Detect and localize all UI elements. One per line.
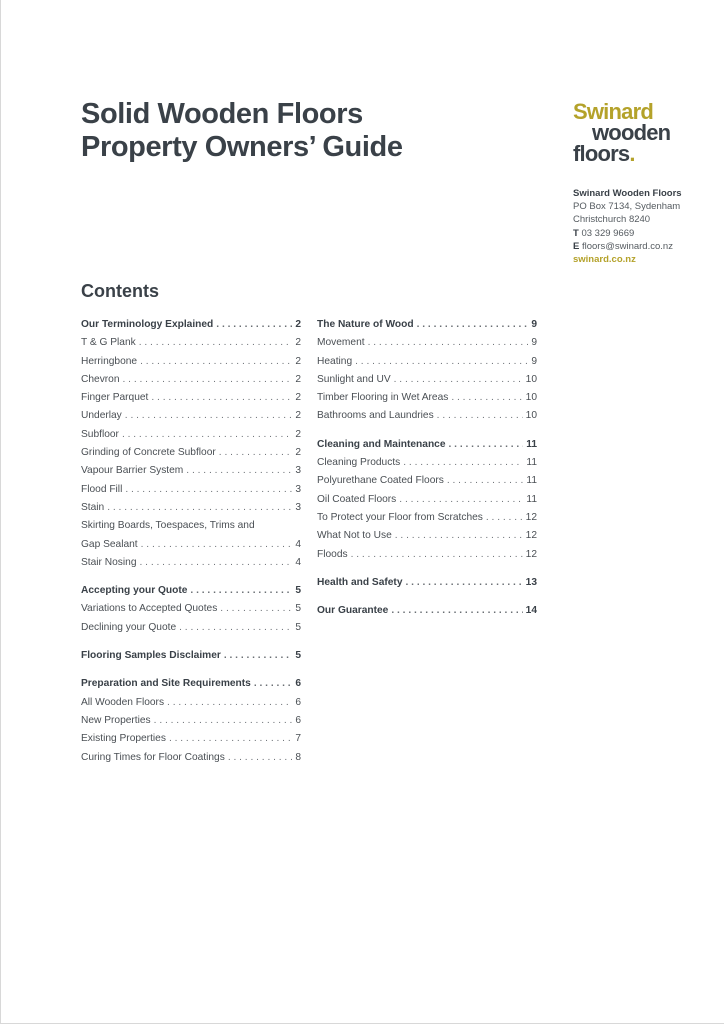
contents-right-column bbox=[317, 319, 537, 633]
toc-entry bbox=[317, 337, 537, 355]
toc-entry-page-number: 2 bbox=[295, 447, 301, 459]
toc-entry bbox=[317, 549, 537, 567]
toc-section-heading bbox=[317, 319, 537, 337]
toc-entry-label: Our Terminology Explained bbox=[81, 319, 214, 330]
toc-section bbox=[317, 439, 537, 567]
toc-leader-dots bbox=[414, 319, 529, 330]
toc-leader-dots bbox=[396, 494, 523, 505]
toc-leader-dots bbox=[136, 337, 293, 348]
toc-leader-dots bbox=[483, 512, 523, 523]
toc-entry bbox=[81, 603, 301, 621]
toc-entry-page-number: 6 bbox=[295, 678, 301, 690]
toc-entry-page-number: 5 bbox=[295, 621, 301, 633]
toc-entry-page-number: 6 bbox=[295, 714, 301, 726]
toc-entry-label: All Wooden Floors bbox=[81, 696, 165, 708]
toc-entry-label: Chevron bbox=[81, 373, 120, 385]
toc-section bbox=[317, 577, 537, 595]
toc-section-heading bbox=[81, 650, 301, 668]
toc-entry bbox=[81, 752, 301, 770]
toc-leader-dots bbox=[403, 577, 523, 588]
address-phone bbox=[573, 227, 682, 240]
toc-entry-label: Stain bbox=[81, 501, 105, 513]
logo-line-3-text: floors bbox=[573, 141, 630, 166]
toc-entry-label: Preparation and Site Requirements bbox=[81, 678, 251, 690]
address-line-2: Christchurch 8240 bbox=[573, 214, 651, 226]
logo-dot: . bbox=[629, 141, 635, 166]
toc-entry-label: Gap Sealant bbox=[81, 538, 138, 550]
toc-leader-dots bbox=[392, 530, 523, 541]
toc-entry-page-number: 11 bbox=[526, 475, 537, 487]
logo-line-2: wooden bbox=[592, 120, 671, 145]
toc-leader-dots bbox=[120, 374, 293, 385]
toc-entry-page-number: 4 bbox=[295, 556, 301, 568]
toc-section bbox=[317, 605, 537, 623]
toc-entry-page-number: 11 bbox=[526, 493, 537, 505]
toc-entry-label: Skirting Boards, Toespaces, Trims and bbox=[81, 520, 255, 532]
toc-entry-label: What Not to Use bbox=[317, 530, 392, 542]
logo-line-3 bbox=[573, 143, 670, 164]
toc-entry-label: Curing Times for Floor Coatings bbox=[81, 751, 225, 763]
toc-entry-page-number: 2 bbox=[295, 392, 301, 404]
toc-entry-label: Grinding of Concrete Subfloor bbox=[81, 447, 216, 459]
toc-section-heading bbox=[81, 585, 301, 603]
toc-entry bbox=[81, 557, 301, 575]
toc-entry-label: Subfloor bbox=[81, 428, 119, 440]
toc-entry-label: Vapour Barrier System bbox=[81, 465, 184, 477]
toc-entry-page-number: 10 bbox=[525, 392, 537, 404]
toc-entry bbox=[317, 410, 537, 428]
toc-leader-dots bbox=[225, 752, 293, 763]
toc-entry-page-number: 6 bbox=[295, 696, 301, 708]
toc-entry bbox=[81, 733, 301, 751]
toc-entry bbox=[81, 392, 301, 410]
toc-section-heading bbox=[81, 319, 301, 337]
toc-entry-label: Cleaning and Maintenance bbox=[317, 438, 446, 450]
toc-entry bbox=[81, 539, 301, 557]
toc-entry bbox=[317, 374, 537, 392]
toc-leader-dots bbox=[151, 715, 293, 726]
toc-entry-label: Oil Coated Floors bbox=[317, 493, 397, 505]
toc-leader-dots bbox=[166, 733, 292, 744]
toc-leader-dots bbox=[104, 502, 292, 513]
toc-entry-page-number: 10 bbox=[525, 410, 537, 422]
toc-entry-label: Floods bbox=[317, 548, 348, 560]
toc-section-heading bbox=[317, 605, 537, 623]
company-address bbox=[573, 187, 682, 266]
toc-section-heading bbox=[317, 577, 537, 595]
toc-leader-dots bbox=[216, 447, 293, 458]
toc-leader-dots bbox=[448, 392, 522, 403]
toc-entry-label: To Protect your Floor from Scratches bbox=[317, 511, 483, 523]
toc-entry-page-number: 3 bbox=[295, 483, 301, 495]
page-title bbox=[81, 98, 403, 164]
toc-entry-label: Bathrooms and Laundries bbox=[317, 410, 434, 422]
toc-entry bbox=[81, 715, 301, 733]
toc-leader-dots bbox=[348, 549, 523, 560]
address-line-1: PO Box 7134, Sydenham bbox=[573, 201, 681, 213]
toc-entry bbox=[81, 374, 301, 392]
address-company: Swinard Wooden Floors bbox=[573, 188, 682, 199]
toc-entry bbox=[317, 494, 537, 512]
toc-entry-page-number: 2 bbox=[295, 319, 301, 330]
logo-line-1: Swinard bbox=[573, 99, 653, 124]
toc-leader-dots bbox=[221, 650, 292, 661]
toc-entry bbox=[317, 530, 537, 548]
toc-entry-page-number: 7 bbox=[295, 733, 301, 745]
toc-entry-page-number: 8 bbox=[295, 751, 301, 763]
email-label: E bbox=[573, 240, 580, 252]
toc-leader-dots bbox=[434, 410, 523, 421]
toc-leader-dots bbox=[148, 392, 292, 403]
toc-entry-page-number: 12 bbox=[525, 511, 537, 523]
toc-leader-dots bbox=[137, 356, 292, 367]
toc-entry-page-number: 4 bbox=[295, 538, 301, 550]
toc-leader-dots bbox=[119, 429, 292, 440]
toc-entry-label: T & G Plank bbox=[81, 337, 136, 349]
toc-entry-page-number: 2 bbox=[295, 355, 301, 367]
toc-entry-page-number: 12 bbox=[525, 548, 537, 560]
toc-entry-label: Flooring Samples Disclaimer bbox=[81, 650, 221, 662]
toc-entry-label: Accepting your Quote bbox=[81, 585, 188, 597]
toc-entry bbox=[317, 475, 537, 493]
toc-section-heading bbox=[317, 439, 537, 457]
toc-entry-page-number: 3 bbox=[295, 501, 301, 513]
toc-leader-dots bbox=[213, 319, 292, 330]
toc-entry-label: Underlay bbox=[81, 410, 122, 422]
toc-entry-label: Existing Properties bbox=[81, 733, 166, 745]
toc-leader-dots bbox=[187, 585, 292, 596]
toc-leader-dots bbox=[251, 678, 292, 689]
toc-leader-dots bbox=[365, 337, 529, 348]
toc-entry-page-number: 11 bbox=[526, 438, 537, 450]
toc-entry-label: Declining your Quote bbox=[81, 621, 177, 633]
toc-entry-page-number: 9 bbox=[531, 337, 537, 349]
toc-entry bbox=[317, 457, 537, 475]
toc-entry bbox=[81, 337, 301, 355]
toc-entry-label: Herringbone bbox=[81, 355, 138, 367]
title-line-2: Property Owners’ Guide bbox=[81, 131, 403, 163]
toc-leader-dots bbox=[388, 605, 522, 616]
toc-entry bbox=[81, 622, 301, 640]
toc-entry-page-number: 5 bbox=[295, 585, 301, 597]
toc-entry-page-number: 12 bbox=[525, 530, 537, 542]
toc-entry-label: Cleaning Products bbox=[317, 457, 401, 469]
toc-section bbox=[81, 585, 301, 640]
contents-left-column bbox=[81, 319, 301, 780]
toc-entry-page-number: 13 bbox=[525, 576, 537, 588]
company-logo bbox=[573, 101, 670, 164]
toc-entry bbox=[317, 512, 537, 530]
toc-entry-label: Polyurethane Coated Floors bbox=[317, 475, 444, 487]
toc-leader-dots bbox=[122, 410, 293, 421]
toc-section bbox=[81, 319, 301, 575]
email-address: floors@swinard.co.nz bbox=[581, 240, 673, 252]
toc-entry-label: Movement bbox=[317, 337, 365, 349]
toc-entry bbox=[81, 465, 301, 483]
toc-entry-page-number: 5 bbox=[295, 650, 301, 662]
toc-entry-label: Sunlight and UV bbox=[317, 373, 391, 385]
toc-leader-dots bbox=[122, 484, 292, 495]
toc-entry-page-number: 2 bbox=[295, 410, 301, 422]
toc-section-heading bbox=[81, 678, 301, 696]
toc-entry-label: Variations to Accepted Quotes bbox=[81, 603, 218, 615]
toc-section bbox=[81, 678, 301, 769]
toc-leader-dots bbox=[137, 557, 293, 568]
title-line-1: Solid Wooden Floors bbox=[81, 98, 363, 130]
toc-entry bbox=[317, 356, 537, 374]
toc-leader-dots bbox=[400, 457, 523, 468]
toc-entry bbox=[81, 502, 301, 520]
toc-entry bbox=[81, 356, 301, 374]
toc-entry-page-number: 2 bbox=[295, 428, 301, 440]
toc-leader-dots bbox=[352, 356, 528, 367]
address-website: swinard.co.nz bbox=[573, 254, 636, 266]
toc-entry-page-number: 2 bbox=[295, 373, 301, 385]
toc-leader-dots bbox=[138, 539, 293, 550]
toc-leader-dots bbox=[446, 439, 524, 450]
toc-entry-label: Timber Flooring in Wet Areas bbox=[317, 392, 449, 404]
toc-entry-page-number: 9 bbox=[531, 319, 537, 330]
toc-entry-page-number: 3 bbox=[295, 465, 301, 477]
toc-section bbox=[317, 319, 537, 429]
toc-entry-page-number: 14 bbox=[525, 605, 537, 617]
toc-leader-dots bbox=[176, 622, 292, 633]
toc-entry bbox=[317, 392, 537, 410]
toc-leader-dots bbox=[391, 374, 523, 385]
toc-leader-dots bbox=[444, 475, 524, 486]
toc-entry-label: Health and Safety bbox=[317, 576, 403, 588]
toc-entry-page-number: 9 bbox=[531, 355, 537, 367]
toc-entry bbox=[81, 520, 301, 538]
toc-entry-label: Stair Nosing bbox=[81, 556, 137, 568]
toc-entry bbox=[81, 484, 301, 502]
toc-entry bbox=[81, 447, 301, 465]
toc-section bbox=[81, 650, 301, 668]
toc-entry bbox=[81, 410, 301, 428]
toc-entry-page-number: 2 bbox=[295, 337, 301, 349]
toc-leader-dots bbox=[217, 603, 292, 614]
contents-heading: Contents bbox=[81, 281, 159, 301]
toc-entry-page-number: 11 bbox=[526, 457, 537, 469]
toc-entry bbox=[81, 697, 301, 715]
address-email bbox=[573, 240, 682, 253]
toc-entry bbox=[81, 429, 301, 447]
phone-label: T bbox=[573, 227, 579, 239]
toc-leader-dots bbox=[183, 465, 292, 476]
toc-entry-page-number: 10 bbox=[525, 373, 537, 385]
toc-entry-label: Flood Fill bbox=[81, 483, 123, 495]
toc-entry-label: The Nature of Wood bbox=[317, 319, 414, 330]
toc-entry-label: Our Guarantee bbox=[317, 605, 389, 617]
toc-entry-label: New Properties bbox=[81, 714, 151, 726]
toc-leader-dots bbox=[164, 697, 292, 708]
toc-entry-label: Finger Parquet bbox=[81, 392, 149, 404]
phone-number: 03 329 9669 bbox=[581, 227, 635, 239]
toc-entry-page-number: 5 bbox=[295, 603, 301, 615]
toc-entry-label: Heating bbox=[317, 355, 353, 367]
